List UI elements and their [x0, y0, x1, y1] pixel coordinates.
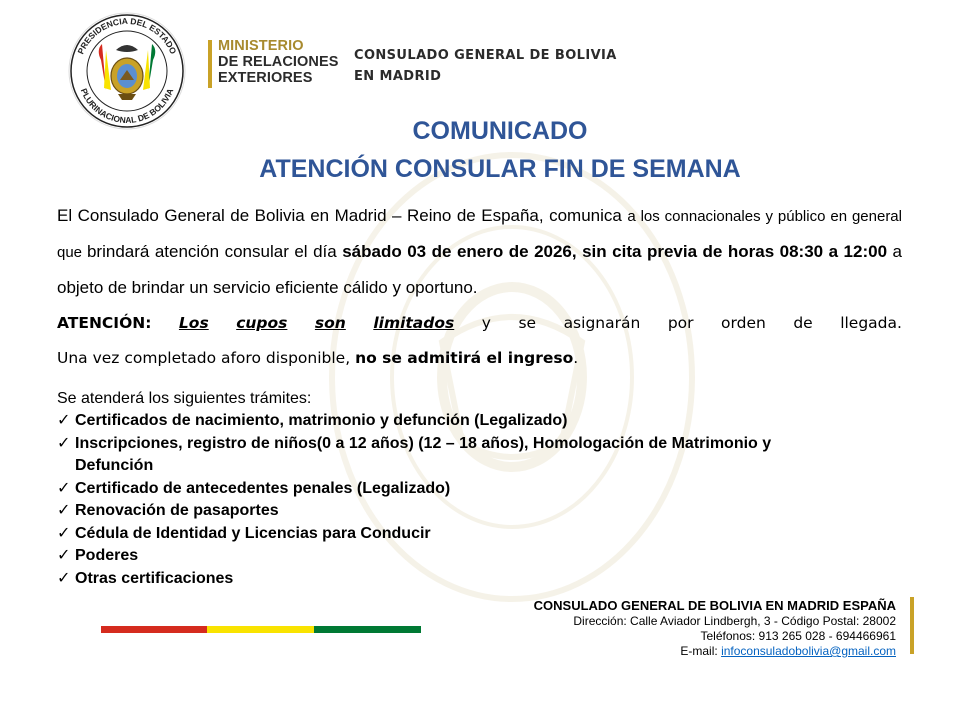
footer-phones: Teléfonos: 913 265 028 - 694466961 [700, 629, 896, 643]
attention-word: Los [178, 314, 209, 332]
check-icon: ✓ [57, 479, 71, 497]
services-list [57, 410, 775, 590]
list-item: ✓ Certificado de antecedentes penales (Legalizado) [57, 478, 775, 501]
presidency-seal-logo [66, 10, 188, 132]
no-entry-text: no se admitirá el ingreso [355, 349, 574, 367]
footer-divider [910, 597, 914, 654]
p1-date-time: sábado 03 de enero de 2026, sin cita previa de horas 08:30 a 12:00 [342, 242, 888, 261]
consulate-header [354, 45, 617, 87]
footer-address: Dirección: Calle Aviador Lindbergh, 3 - Código Postal: 28002 [573, 614, 896, 628]
ministry-line1: MINISTERIO [218, 38, 304, 54]
list-item: ✓ Poderes [57, 545, 775, 568]
flag-stripe-red [101, 626, 207, 633]
svg-text:PLURINACIONAL DE BOLIVIA: PLURINACIONAL DE BOLIVIA [78, 86, 176, 126]
attention-word: llegada. [840, 314, 902, 332]
check-icon: ✓ [57, 412, 71, 429]
attention-word: por [667, 314, 694, 332]
footer-email-line [534, 644, 896, 659]
check-icon: ✓ [57, 434, 71, 452]
attention-line [57, 312, 902, 335]
attention-label: ATENCIÓN: [57, 314, 152, 332]
ministry-logo-text [218, 38, 339, 86]
consulate-line2: EN MADRID [354, 69, 442, 84]
capacity-end: . [573, 349, 579, 367]
attention-word: son [314, 314, 346, 332]
attention-paragraph [57, 312, 902, 370]
attention-word: de [793, 314, 813, 332]
check-icon: ✓ [57, 502, 71, 519]
footer-title: CONSULADO GENERAL DE BOLIVIA EN MADRID ESPAÑA [533, 598, 896, 613]
footer-contact [534, 598, 896, 659]
list-item: ✓ Cédula de Identidad y Licencias para Conducir [57, 523, 775, 546]
consulate-line1: CONSULADO GENERAL DE BOLIVIA [354, 48, 617, 63]
list-item: ✓ Certificados de nacimiento, matrimonio y defunción (Legalizado) [57, 410, 775, 433]
check-icon: ✓ [57, 547, 71, 564]
page-subtitle: ATENCIÓN CONSULAR FIN DE SEMANA [259, 155, 741, 183]
list-item: ✓ Inscripciones, registro de niños(0 a 12 años) (12 – 18 años), Homologación de Matrimonio y Defunción [57, 433, 775, 478]
email-label: E-mail: [680, 644, 722, 658]
p1-text-b: a los connacionales y público en general que [57, 208, 902, 261]
capacity-text: Una vez completado aforo disponible, [57, 349, 356, 367]
email-link[interactable]: infoconsuladobolivia@gmail.com [721, 644, 896, 658]
flag-stripe-green [314, 626, 421, 633]
p1-text-a: El Consulado General de Bolivia en Madrid – Reino de España, comunica [57, 206, 628, 225]
announcement-paragraph [57, 198, 902, 305]
attention-word: orden [721, 314, 766, 332]
attention-word: cupos [236, 314, 288, 332]
check-icon: ✓ [57, 569, 71, 587]
svg-text:PRESIDENCIA DEL ESTADO: PRESIDENCIA DEL ESTADO [75, 15, 179, 56]
flag-stripe-yellow [207, 626, 314, 633]
check-icon: ✓ [57, 524, 71, 542]
attention-word: limitados [373, 314, 455, 332]
services-intro: Se atenderá los siguientes trámites: [57, 390, 312, 407]
p1-text-c: brindará atención consular el día [86, 242, 343, 261]
list-item: ✓ Renovación de pasaportes [57, 500, 775, 523]
ministry-divider [208, 40, 212, 88]
attention-word: y [481, 314, 491, 332]
attention-word: se [518, 314, 537, 332]
page-title: COMUNICADO [412, 117, 588, 145]
ministry-line2: DE RELACIONES [218, 54, 339, 70]
ministry-line3: EXTERIORES [218, 70, 313, 86]
attention-word: asignarán [563, 314, 641, 332]
list-item: ✓ Otras certificaciones [57, 568, 775, 591]
p1-text-d: a objeto de brindar un servicio eficiente cálido y oportuno. [57, 242, 902, 297]
capacity-line [57, 347, 902, 370]
